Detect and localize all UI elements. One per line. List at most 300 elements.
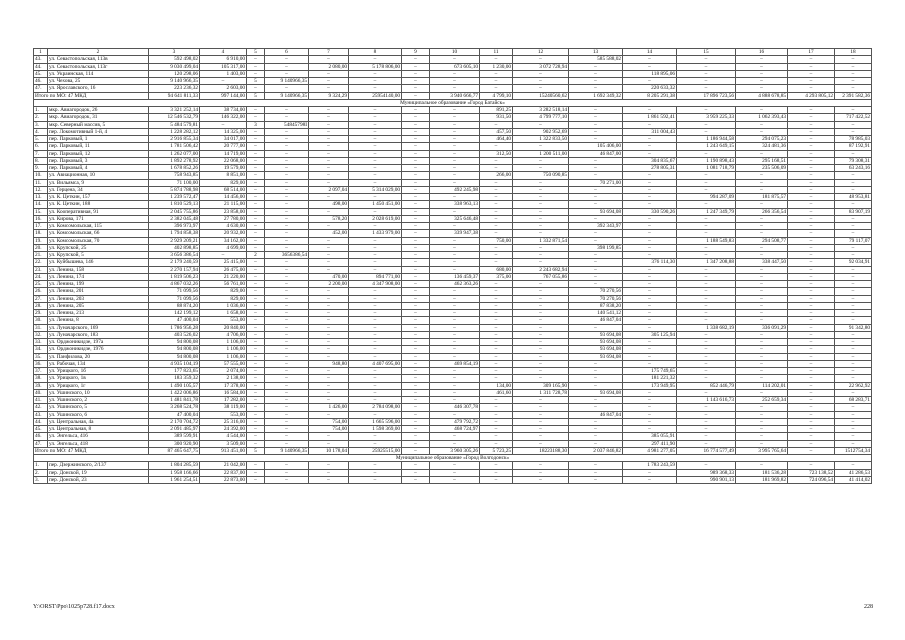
value-cell: 1 106,00	[200, 353, 247, 360]
row-number-cell: 21.	[34, 252, 48, 259]
value-cell: –	[480, 433, 513, 440]
address-cell: ул. Урицкого, 1г	[48, 382, 149, 389]
value-cell: –	[623, 252, 677, 259]
value-cell: –	[736, 360, 788, 367]
column-number-cell: 3	[149, 49, 200, 56]
value-cell: –	[569, 418, 623, 425]
value-cell: –	[265, 295, 309, 302]
value-cell: –	[788, 331, 835, 338]
value-cell: –	[677, 78, 736, 85]
value-cell: –	[265, 462, 309, 469]
address-cell: ул. Герцена, 34	[48, 186, 149, 193]
row-number-cell: 43.	[34, 56, 48, 63]
value-cell: 398 199,85	[569, 244, 623, 251]
value-cell: –	[430, 266, 480, 273]
value-cell: –	[402, 302, 430, 309]
value-cell: –	[309, 70, 349, 77]
row-number-cell: 18.	[34, 230, 48, 237]
value-cell: –	[788, 121, 835, 128]
value-cell: 79 117,07	[835, 237, 872, 244]
value-cell: –	[402, 317, 430, 324]
value-cell: –	[349, 346, 402, 353]
value-cell: 8 851,00	[200, 172, 247, 179]
value-cell: –	[309, 440, 349, 447]
value-cell: –	[309, 172, 349, 179]
value-cell: –	[677, 230, 736, 237]
value-cell: –	[569, 259, 623, 266]
value-cell: –	[265, 201, 309, 208]
value-cell: –	[265, 288, 309, 295]
total-cell: 94 641 811,33	[149, 92, 200, 99]
total-cell: 997 144,00	[200, 92, 247, 99]
column-number-cell: 14	[623, 49, 677, 56]
value-cell: –	[788, 252, 835, 259]
value-cell: 1 678 852,26	[149, 165, 200, 172]
row-number-cell: 36.	[34, 360, 48, 367]
value-cell: –	[265, 469, 309, 476]
table-row	[34, 476, 872, 483]
value-cell: –	[513, 426, 569, 433]
value-cell: 223 236,32	[149, 85, 200, 92]
table-row	[34, 411, 872, 418]
value-cell: –	[569, 324, 623, 331]
value-cell: 297 411,90	[623, 440, 677, 447]
table-row	[34, 288, 872, 295]
value-cell: 498,00	[309, 201, 349, 208]
value-cell: –	[677, 85, 736, 92]
value-cell: 1 450 451,00	[349, 201, 402, 208]
value-cell: 1 786 956,28	[149, 324, 200, 331]
value-cell: 235 506,09	[736, 165, 788, 172]
address-cell: ул. Рабочая, 134	[48, 360, 149, 367]
value-cell: 3 321 252,14	[149, 107, 200, 114]
row-number-cell: 44.	[34, 63, 48, 70]
row-number-cell: 8.	[34, 157, 48, 164]
value-cell: –	[402, 114, 430, 121]
value-cell: –	[480, 310, 513, 317]
value-cell: –	[430, 56, 480, 63]
value-cell: 1 332 871,54	[513, 237, 569, 244]
value-cell: –	[569, 85, 623, 92]
value-cell: –	[569, 215, 623, 222]
value-cell: 87 838,20	[569, 302, 623, 309]
value-cell: –	[402, 426, 430, 433]
value-cell: –	[402, 107, 430, 114]
value-cell: –	[835, 433, 872, 440]
table-row	[34, 70, 872, 77]
value-cell: 94 800,08	[149, 339, 200, 346]
value-cell: –	[736, 418, 788, 425]
value-cell: –	[265, 172, 309, 179]
value-cell: –	[349, 252, 402, 259]
value-cell: –	[265, 63, 309, 70]
value-cell: –	[265, 150, 309, 157]
value-cell: –	[430, 339, 480, 346]
value-cell: –	[677, 244, 736, 251]
value-cell: 1 228 282,12	[149, 128, 200, 135]
value-cell: –	[835, 186, 872, 193]
address-cell: ул. Центральная, 4а	[48, 418, 149, 425]
value-cell: –	[430, 194, 480, 201]
value-cell: –	[677, 418, 736, 425]
value-cell: –	[309, 150, 349, 157]
address-cell: пер. Донской, 19	[48, 469, 149, 476]
value-cell: –	[623, 281, 677, 288]
value-cell: –	[349, 128, 402, 135]
registry-table-container	[33, 48, 872, 484]
value-cell: –	[677, 389, 736, 396]
value-cell: 2 138,00	[200, 375, 247, 382]
value-cell: –	[788, 462, 835, 469]
value-cell: –	[247, 114, 265, 121]
address-cell: ул. Ушинского, 5	[48, 404, 149, 411]
value-cell: 12 546 532,79	[149, 114, 200, 121]
address-cell: ул. Куйбышева, 146	[48, 259, 149, 266]
value-cell: 461,60	[480, 389, 513, 396]
value-cell: –	[788, 360, 835, 367]
value-cell: –	[349, 397, 402, 404]
value-cell: –	[265, 179, 309, 186]
value-cell: 9 030 499,04	[149, 63, 200, 70]
total-cell: 4 799,10	[480, 92, 513, 99]
value-cell: –	[480, 157, 513, 164]
value-cell: –	[430, 433, 480, 440]
value-cell: –	[349, 121, 402, 128]
value-cell: –	[430, 114, 480, 121]
value-cell: –	[402, 70, 430, 77]
value-cell: –	[247, 56, 265, 63]
value-cell: 758 943,85	[149, 172, 200, 179]
value-cell: –	[309, 476, 349, 483]
value-cell: 2 097,04	[309, 186, 349, 193]
column-number-cell: 17	[788, 49, 835, 56]
row-number-cell: 3.	[34, 476, 48, 483]
value-cell: –	[677, 360, 736, 367]
value-cell: 578,20	[309, 215, 349, 222]
value-cell: –	[349, 172, 402, 179]
value-cell: –	[569, 136, 623, 143]
value-cell: –	[736, 150, 788, 157]
value-cell: –	[247, 281, 265, 288]
value-cell: –	[430, 382, 480, 389]
value-cell: –	[677, 70, 736, 77]
table-body	[34, 49, 872, 484]
value-cell: –	[402, 259, 430, 266]
value-cell: –	[309, 469, 349, 476]
total-cell: 15240560,62	[513, 92, 569, 99]
address-cell: ул. Ленина, 158	[48, 266, 149, 273]
value-cell: –	[402, 469, 430, 476]
value-cell: –	[480, 360, 513, 367]
value-cell: 902 952,69	[513, 128, 569, 135]
value-cell: 330 590,26	[623, 208, 677, 215]
address-cell: ул. Ленина, 205	[48, 302, 149, 309]
value-cell: –	[247, 165, 265, 172]
table-row	[34, 230, 872, 237]
value-cell: –	[736, 223, 788, 230]
value-cell: 2 270 157,94	[149, 266, 200, 273]
value-cell: –	[513, 476, 569, 483]
value-cell: –	[788, 186, 835, 193]
value-cell: –	[265, 404, 309, 411]
column-number-header-row	[34, 49, 872, 56]
value-cell: –	[788, 230, 835, 237]
value-cell: –	[569, 194, 623, 201]
value-cell: –	[247, 223, 265, 230]
value-cell: –	[623, 426, 677, 433]
value-cell: –	[247, 382, 265, 389]
table-row	[34, 172, 872, 179]
value-cell: –	[788, 288, 835, 295]
value-cell: –	[835, 215, 872, 222]
value-cell: –	[480, 288, 513, 295]
value-cell: –	[349, 288, 402, 295]
value-cell: –	[835, 331, 872, 338]
value-cell: 1 186 944,58	[677, 136, 736, 143]
value-cell: –	[736, 317, 788, 324]
value-cell: –	[480, 165, 513, 172]
address-cell: пер. Дзержинского, 2/137	[48, 462, 149, 469]
value-cell: 71 099,56	[149, 295, 200, 302]
value-cell: –	[430, 157, 480, 164]
value-cell: –	[835, 63, 872, 70]
address-cell: ул. Урицкого, 1б	[48, 368, 149, 375]
table-row	[34, 440, 872, 447]
value-cell: –	[788, 317, 835, 324]
value-cell: 1 230,00	[480, 63, 513, 70]
address-cell: ул. К. Цеткин, 157	[48, 194, 149, 201]
value-cell: –	[736, 128, 788, 135]
value-cell: –	[513, 397, 569, 404]
value-cell: –	[430, 469, 480, 476]
value-cell: 1 239 572,47	[149, 194, 200, 201]
value-cell: –	[623, 288, 677, 295]
value-cell: 22 837,00	[200, 469, 247, 476]
value-cell: –	[623, 273, 677, 280]
value-cell: –	[247, 368, 265, 375]
value-cell: –	[569, 404, 623, 411]
value-cell: –	[569, 114, 623, 121]
value-cell: –	[265, 397, 309, 404]
value-cell: 3	[247, 121, 265, 128]
value-cell: –	[623, 404, 677, 411]
value-cell: –	[247, 389, 265, 396]
value-cell: –	[309, 107, 349, 114]
value-cell: –	[402, 194, 430, 201]
value-cell: 1 188 549,83	[677, 237, 736, 244]
value-cell: –	[402, 368, 430, 375]
value-cell: –	[788, 295, 835, 302]
row-number-cell: 13.	[34, 194, 48, 201]
value-cell: –	[513, 317, 569, 324]
value-cell: –	[736, 273, 788, 280]
value-cell: –	[788, 85, 835, 92]
value-cell: 1 262 077,00	[149, 150, 200, 157]
value-cell: –	[247, 128, 265, 135]
value-cell: 25 415,00	[200, 259, 247, 266]
value-cell: –	[736, 172, 788, 179]
value-cell: –	[247, 208, 265, 215]
value-cell: –	[265, 375, 309, 382]
value-cell: –	[309, 462, 349, 469]
table-row	[34, 310, 872, 317]
value-cell: –	[349, 339, 402, 346]
value-cell: –	[309, 346, 349, 353]
value-cell: –	[309, 157, 349, 164]
column-number-cell: 9	[402, 49, 430, 56]
value-cell: –	[402, 121, 430, 128]
value-cell: –	[513, 259, 569, 266]
value-cell: 175 749,65	[623, 368, 677, 375]
value-cell: –	[835, 368, 872, 375]
value-cell: 325 646,48	[430, 215, 480, 222]
value-cell: –	[623, 346, 677, 353]
value-cell: –	[677, 310, 736, 317]
value-cell: 83 907,19	[835, 208, 872, 215]
value-cell: –	[480, 223, 513, 230]
address-cell: ул. Ленина, 8	[48, 317, 149, 324]
table-row	[34, 360, 872, 367]
value-cell: –	[402, 281, 430, 288]
value-cell: –	[569, 273, 623, 280]
row-number-cell: 43.	[34, 411, 48, 418]
value-cell: 750 090,85	[513, 172, 569, 179]
value-cell: –	[677, 317, 736, 324]
value-cell: 54845798I	[265, 121, 309, 128]
value-cell: –	[265, 281, 309, 288]
value-cell: –	[480, 78, 513, 85]
table-row	[34, 368, 872, 375]
total-cell: 3 940 666,77	[430, 92, 480, 99]
row-number-cell: 26.	[34, 288, 48, 295]
row-number-cell: 30.	[34, 317, 48, 324]
value-cell: –	[349, 237, 402, 244]
value-cell: –	[513, 56, 569, 63]
value-cell: –	[480, 317, 513, 324]
total-cell: 8 205 291,38	[623, 92, 677, 99]
value-cell: –	[265, 302, 309, 309]
value-cell: –	[677, 433, 736, 440]
address-cell: ул. Ушинского, 10	[48, 389, 149, 396]
value-cell: –	[309, 353, 349, 360]
value-cell: 294 075,23	[736, 136, 788, 143]
value-cell: 22 962,92	[835, 382, 872, 389]
value-cell: –	[402, 215, 430, 222]
table-row	[34, 107, 872, 114]
value-cell: –	[513, 244, 569, 251]
value-cell: 553,00	[200, 317, 247, 324]
value-cell: 20 777,00	[200, 143, 247, 150]
total-row	[34, 447, 872, 454]
value-cell: –	[265, 107, 309, 114]
value-cell: 723 138,52	[788, 469, 835, 476]
value-cell: 931,50	[480, 114, 513, 121]
value-cell: 4 867 032,26	[149, 281, 200, 288]
value-cell: –	[788, 346, 835, 353]
value-cell: 34 162,00	[200, 237, 247, 244]
value-cell: –	[349, 382, 402, 389]
row-number-cell: 40.	[34, 389, 48, 396]
value-cell: –	[480, 201, 513, 208]
value-cell: –	[569, 186, 623, 193]
value-cell: –	[480, 426, 513, 433]
value-cell: –	[513, 157, 569, 164]
value-cell: –	[736, 295, 788, 302]
address-cell: ул. Авиационная, 10	[48, 172, 149, 179]
row-number-cell: 32.	[34, 331, 48, 338]
value-cell: 4 630,00	[200, 223, 247, 230]
value-cell: –	[513, 179, 569, 186]
value-cell: –	[402, 252, 430, 259]
value-cell: –	[736, 368, 788, 375]
total-row	[34, 92, 872, 99]
table-row	[34, 433, 872, 440]
table-row	[34, 324, 872, 331]
address-cell: ул. Крупской, 25	[48, 244, 149, 251]
value-cell: –	[349, 259, 402, 266]
value-cell: –	[247, 353, 265, 360]
value-cell: 1 819 506,23	[149, 273, 200, 280]
value-cell: –	[623, 266, 677, 273]
value-cell: –	[430, 85, 480, 92]
value-cell: –	[247, 63, 265, 70]
value-cell: –	[265, 244, 309, 251]
value-cell: 1 311 728,78	[513, 389, 569, 396]
value-cell: –	[736, 107, 788, 114]
address-cell: пер. Парковый, 1	[48, 136, 149, 143]
value-cell: 25 316,00	[200, 418, 247, 425]
address-cell: ул. К. Цеткин, 188	[48, 201, 149, 208]
table-row	[34, 201, 872, 208]
value-cell: –	[402, 223, 430, 230]
value-cell: –	[835, 252, 872, 259]
value-cell: 93 694,08	[569, 331, 623, 338]
value-cell: 403 526,02	[149, 331, 200, 338]
value-cell: –	[402, 295, 430, 302]
value-cell: –	[309, 382, 349, 389]
value-cell: –	[569, 78, 623, 85]
value-cell: 57 555,00	[200, 360, 247, 367]
value-cell: 93 694,08	[569, 339, 623, 346]
value-cell: 1 200 511,00	[513, 150, 569, 157]
value-cell: 4 799 777,10	[513, 114, 569, 121]
total-cell: 5	[247, 447, 265, 454]
value-cell: –	[265, 215, 309, 222]
value-cell: –	[835, 353, 872, 360]
value-cell: 376 114,30	[623, 259, 677, 266]
value-cell: 1 426,00	[309, 404, 349, 411]
value-cell: –	[677, 288, 736, 295]
row-number-cell: 44.	[34, 418, 48, 425]
value-cell: 79 308,31	[835, 157, 872, 164]
value-cell: –	[402, 165, 430, 172]
value-cell: –	[788, 107, 835, 114]
value-cell: –	[513, 331, 569, 338]
value-cell: –	[349, 78, 402, 85]
value-cell: 41 414,02	[835, 476, 872, 483]
value-cell: –	[623, 194, 677, 201]
value-cell: –	[788, 273, 835, 280]
value-cell: –	[402, 136, 430, 143]
value-cell: –	[349, 56, 402, 63]
value-cell: 392 343,97	[569, 223, 623, 230]
value-cell: –	[430, 302, 480, 309]
value-cell: –	[402, 172, 430, 179]
value-cell: –	[569, 128, 623, 135]
value-cell: –	[309, 56, 349, 63]
value-cell: 1 665 596,00	[349, 418, 402, 425]
value-cell: –	[480, 462, 513, 469]
